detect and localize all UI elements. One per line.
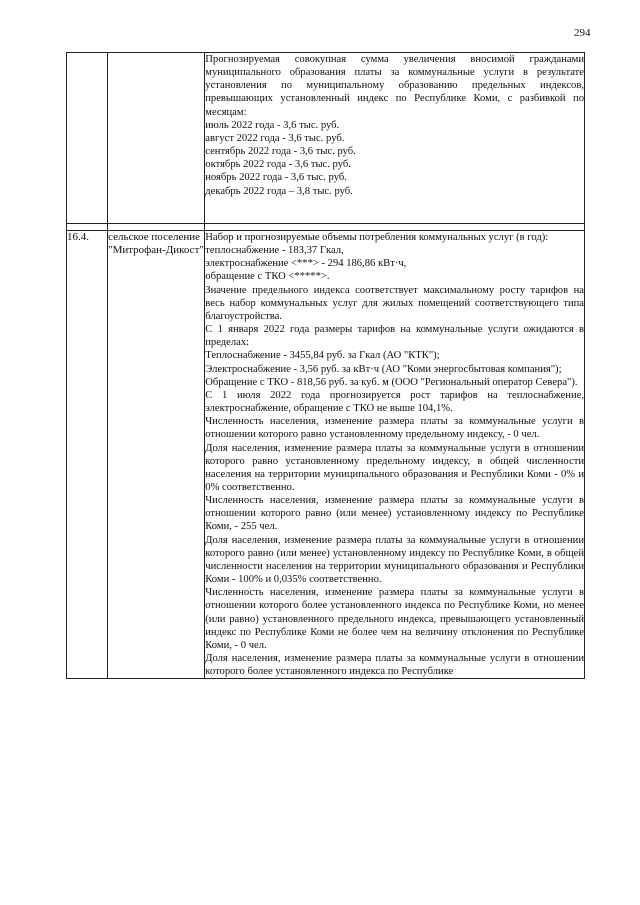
table-row — [67, 53, 585, 224]
paragraph: С 1 января 2022 года размеры тарифов на коммунальные услуги ожидаются в пределах: — [205, 324, 584, 349]
month-item: октябрь 2022 года - 3,6 тыс. руб. — [205, 159, 351, 171]
table-row — [67, 231, 585, 679]
paragraph: Набор и прогнозируемые объемы потребления коммунальных услуг (в год): — [205, 232, 549, 243]
paragraph: Обращение с ТКО - 818,56 руб. за куб. м (ООО "Региональный оператор Севера"). — [205, 376, 578, 388]
paragraph: Электроснабжение - 3,56 руб. за кВт·ч (АО "Коми энергосбытовая компания"); — [205, 363, 562, 375]
paragraph: Доля населения, изменение размера платы за коммунальные услуги в отношении которого равно (или менее) установленному индексу по Республике Коми, в общей численности населения на территории муниципального образования и Республики Коми - 100% и 0,035% соответственно. — [205, 534, 584, 586]
month-item: декабрь 2022 года – 3,8 тыс. руб. — [205, 185, 353, 197]
paragraph: Значение предельного индекса соответствует максимальному росту тарифов на весь набор коммунальных услуг для жилых помещений соответствующего типа благоустройства. — [205, 284, 584, 322]
row-number: 16.4. — [67, 231, 108, 679]
paragraph: теплоснабжение - 183,37 Гкал, — [205, 245, 344, 257]
table-gap-row — [67, 224, 585, 231]
paragraph: С 1 июля 2022 года прогнозируется рост тарифов на теплоснабжение, электроснабжение, обращение с ТКО не выше 104,1%. — [205, 389, 584, 415]
paragraph: обращение с ТКО <*****>. — [205, 271, 330, 283]
paragraph: Прогнозируемая совокупная сумма увеличения вносимой гражданами муниципального образования платы за коммунальные услуги в результате установления по муниципальному образованию предельных индексов, превышающих установленный индекс по Республике Коми, с разбивкой по месяцам: — [205, 54, 584, 118]
municipality-cell — [108, 53, 205, 224]
month-item: август 2022 года - 3,6 тыс. руб. — [205, 132, 345, 144]
paragraph: Численность населения, изменение размера платы за коммунальные услуги в отношении которого более установленного индекса по Республике Коми, но менее (или равно) установленного предельного индекса, превышающего установленный индекс по Республике Коми не более чем на величину отклонения по Республике Коми, - 0 чел. — [205, 587, 584, 651]
municipality-name: сельское поселение "Митрофан-Дикост" — [108, 231, 205, 679]
description-cell — [205, 231, 585, 679]
month-item: июль 2022 года - 3,6 тыс. руб. — [205, 119, 340, 131]
description-cell — [205, 53, 585, 224]
paragraph: Доля населения, изменение размера платы за коммунальные услуги в отношении которого более установленного индекса по Республике — [205, 653, 584, 678]
month-item: сентябрь 2022 года - 3,6 тыс. руб. — [205, 146, 356, 158]
paragraph: Теплоснабжение - 3455,84 руб. за Гкал (АО "КТК"); — [205, 350, 440, 362]
paragraph: Доля населения, изменение размера платы за коммунальные услуги в отношении которого равно установленному предельному индексу, в общей численности населения на территории муниципального образования и Республики Коми - 0% и 0% соответственно. — [205, 442, 584, 493]
paragraph: Численность населения, изменение размера платы за коммунальные услуги в отношении которого равно установленному предельному индексу, - 0 чел. — [205, 416, 584, 441]
number-cell — [67, 53, 108, 224]
tariff-table — [66, 52, 585, 679]
paragraph: Численность населения, изменение размера платы за коммунальные услуги в отношении которого равно (или менее) установленному индексу по Республике Коми, - 255 чел. — [205, 495, 584, 533]
paragraph: электроснабжение <***> - 294 186,86 кВт·ч, — [205, 258, 407, 270]
month-item: ноябрь 2022 года - 3,6 тыс. руб. — [205, 172, 347, 184]
page-number: 294 — [574, 27, 591, 39]
